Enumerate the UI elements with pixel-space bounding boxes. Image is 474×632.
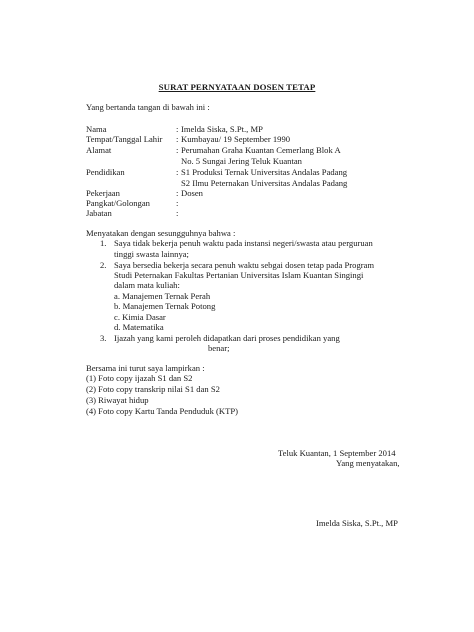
field-colon: : xyxy=(176,208,179,218)
attachment-item: (3) Riwayat hidup xyxy=(86,395,149,405)
statement-1-line1: Saya tidak bekerja penuh waktu pada instansi negeri/swasta atau perguruan xyxy=(114,238,373,248)
statement-number: 3. xyxy=(100,333,107,343)
course-item: d. Matematika xyxy=(114,322,164,332)
document-title: SURAT PERNYATAAN DOSEN TETAP xyxy=(158,82,316,92)
course-item: a. Manajemen Ternak Perah xyxy=(114,291,211,301)
field-value-ttl: Kumbayau/ 19 September 1990 xyxy=(181,134,291,144)
declarant-label: Yang menyatakan, xyxy=(336,458,400,468)
signatory-name: Imelda Siska, S.Pt., MP xyxy=(316,518,398,528)
field-label-pendidikan: Pendidikan xyxy=(86,167,125,177)
field-value-alamat-line1: Perumahan Graha Kuantan Cemerlang Blok A xyxy=(181,145,341,155)
statement-2-line1: Saya bersedia bekerja secara penuh waktu sebgai dosen tetap pada Program xyxy=(114,260,375,270)
field-label-jabatan: Jabatan xyxy=(86,208,112,218)
attachments-intro: Bersama ini turut saya lampirkan : xyxy=(86,363,205,373)
field-value-pendidikan-line2: S2 Ilmu Peternakan Universitas Andalas Padang xyxy=(181,178,348,188)
statement-2-line2: Studi Peternakan Fakultas Pertanian Universitas Islam Kuantan Singingi xyxy=(114,270,364,280)
attachment-item: (2) Foto copy transkrip nilai S1 dan S2 xyxy=(86,384,220,394)
attachment-item: (4) Foto copy Kartu Tanda Penduduk (KTP) xyxy=(86,406,238,416)
field-label-pekerjaan: Pekerjaan xyxy=(86,188,120,198)
field-colon: : xyxy=(176,124,179,134)
field-colon: : xyxy=(176,167,179,177)
intro-text: Yang bertanda tangan di bawah ini : xyxy=(86,102,210,112)
statement-3-line2: benar; xyxy=(208,343,230,353)
attachment-item: (1) Foto copy ijazah S1 dan S2 xyxy=(86,373,193,383)
statement-2-line3: dalam mata kuliah: xyxy=(114,280,180,290)
course-item: c. Kimia Dasar xyxy=(114,312,166,322)
statement-number: 1. xyxy=(100,238,107,248)
statement-number: 2. xyxy=(100,260,107,270)
statement-3-line1: Ijazah yang kami peroleh didapatkan dari proses pendidikan yang xyxy=(114,333,340,343)
field-colon: : xyxy=(176,145,179,155)
field-value-pekerjaan: Dosen xyxy=(181,188,203,198)
field-label-nama: Nama xyxy=(86,124,107,134)
field-value-alamat-line2: No. 5 Sungai Jering Teluk Kuantan xyxy=(181,156,302,166)
field-colon: : xyxy=(176,188,179,198)
field-value-pendidikan-line1: S1 Produksi Ternak Universitas Andalas Padang xyxy=(181,167,348,177)
field-colon: : xyxy=(176,198,179,208)
field-value-nama: Imelda Siska, S.Pt., MP xyxy=(181,124,263,134)
course-item: b. Manajemen Ternak Potong xyxy=(114,301,216,311)
field-label-pangkat: Pangkat/Golongan xyxy=(86,198,150,208)
place-date: Teluk Kuantan, 1 September 2014 xyxy=(278,448,396,458)
field-colon: : xyxy=(176,134,179,144)
field-label-ttl: Tempat/Tanggal Lahir xyxy=(86,134,163,144)
field-label-alamat: Alamat xyxy=(86,145,112,155)
statement-intro: Menyatakan dengan sesungguhnya bahwa : xyxy=(86,228,236,238)
statement-1-line2: tinggi swasta lainnya; xyxy=(114,249,189,259)
